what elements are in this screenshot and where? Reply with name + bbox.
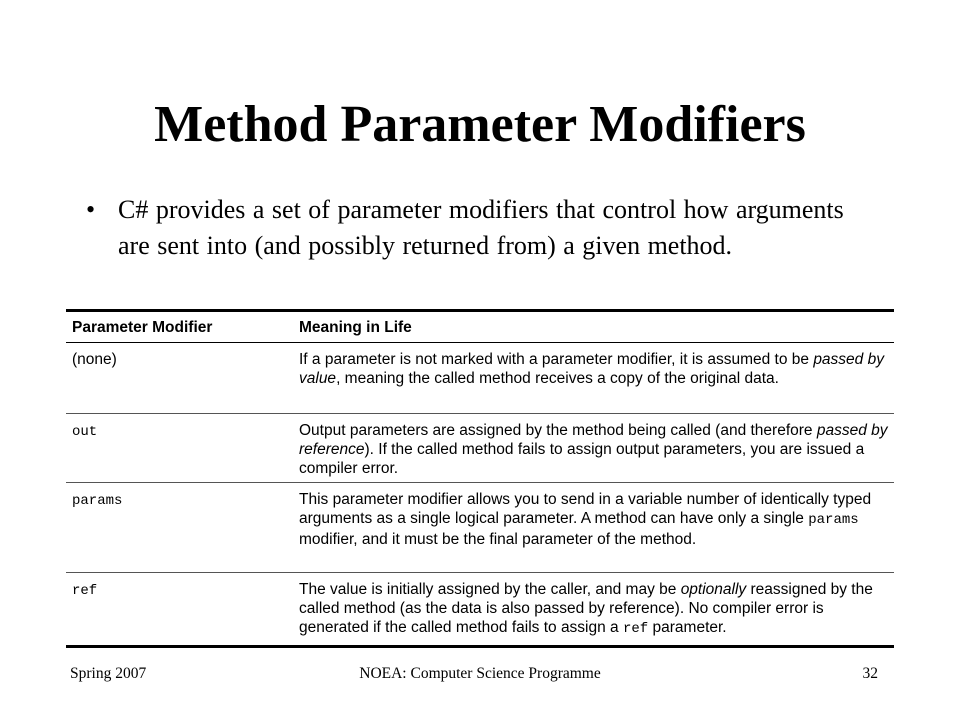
column-header-modifier: Parameter Modifier: [72, 318, 213, 336]
meaning-cell: [299, 350, 894, 413]
slide-title: Method Parameter Modifiers: [154, 96, 806, 153]
meaning-emphasis: optionally: [680, 581, 747, 598]
footer-date: Spring 2007: [70, 665, 147, 682]
meaning-emphasis: passed by reference: [299, 422, 888, 458]
modifier-cell: [66, 580, 299, 645]
table-row: [66, 343, 894, 414]
column-header-meaning: Meaning in Life: [299, 318, 412, 336]
modifier-cell: [66, 421, 299, 482]
bullet-text: C# provides a set of parameter modifiers that control how arguments are sent into (and possibly returned from) a given method.: [118, 195, 844, 260]
bullet-icon: •: [86, 195, 96, 224]
meaning-text: If a parameter is not marked with a parameter modifier, it is assumed to be: [299, 351, 814, 368]
bullet-item: [80, 192, 880, 264]
meaning-emphasis: passed by value: [299, 351, 884, 387]
meaning-code: params: [808, 512, 859, 528]
table-row: [66, 483, 894, 573]
table-row: [66, 414, 894, 483]
meaning-cell: [299, 580, 894, 645]
modifier-name: (none): [72, 351, 117, 368]
modifier-name: out: [72, 424, 98, 440]
meaning-text: This parameter modifier allows you to send in a variable number of identically typed arguments as a single logical parameter. A method can have only a single: [299, 491, 872, 527]
meaning-text: parameter.: [648, 619, 727, 636]
meaning-text: ). If the called method fails to assign output parameters, you are issued a compiler error.: [299, 441, 865, 477]
meaning-text: , meaning the called method receives a copy of the original data.: [336, 370, 779, 387]
meaning-text: Output parameters are assigned by the method being called (and therefore: [299, 422, 817, 439]
table-row: [66, 573, 894, 645]
meaning-cell: [299, 490, 894, 572]
meaning-code: ref: [622, 621, 649, 637]
footer-institution: NOEA: Computer Science Programme: [359, 665, 601, 682]
meaning-text: The value is initially assigned by the caller, and may be: [299, 581, 681, 598]
meaning-cell: [299, 421, 894, 482]
meaning-text: modifier, and it must be the final parameter of the method.: [299, 531, 697, 548]
table-header-row: [66, 312, 894, 343]
modifier-name: params: [72, 493, 123, 509]
modifier-cell: [66, 350, 299, 413]
modifier-name: ref: [72, 583, 98, 599]
parameter-modifier-table: [66, 309, 894, 648]
meaning-text: reassigned by the called method (as the data is also passed by reference). No compiler error is generated if the called method fails to assign a: [299, 581, 873, 636]
modifier-cell: [66, 490, 299, 572]
slide-number: 32: [862, 665, 878, 682]
